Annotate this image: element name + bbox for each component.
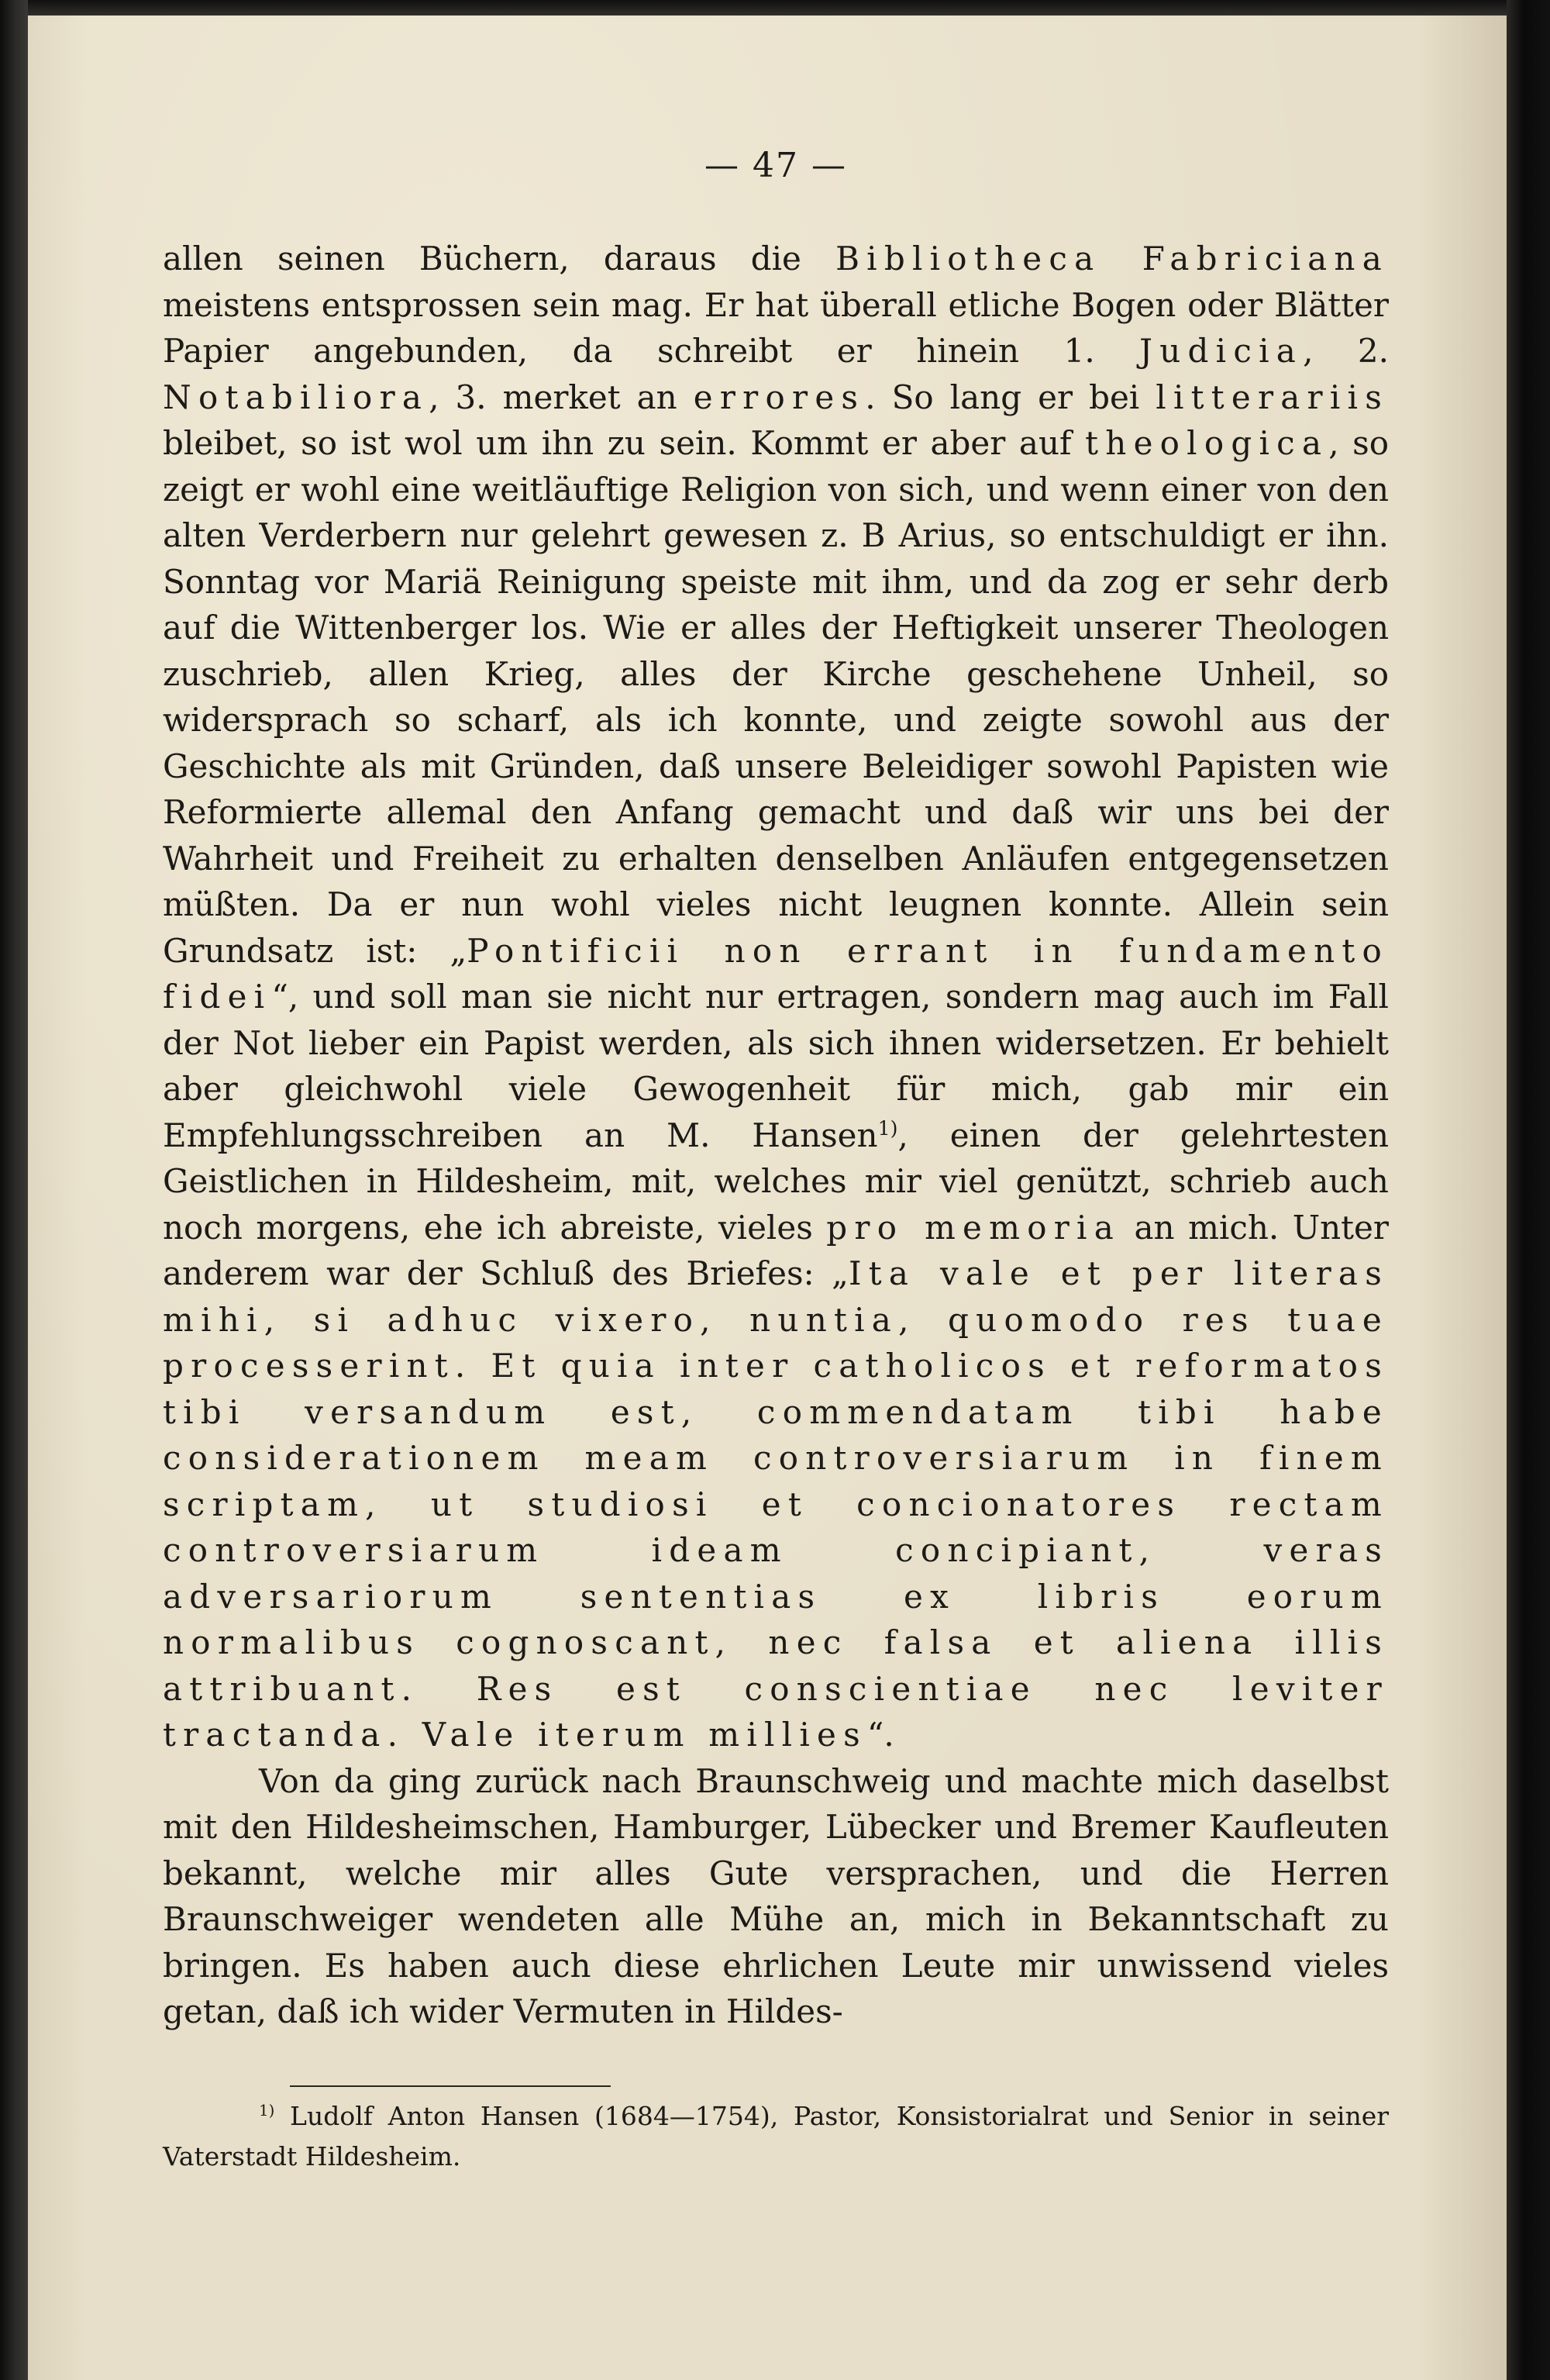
paragraph-2: Von da ging zurück nach Braunschweig und machte mich daselbst mit den Hildesheimschen, Hamburger, Lübecker und Bremer Kaufleuten bekannt, welche mir alles Gute versprachen, und die Herren Braunschweiger wendeten alle Mühe an, mich in Bekanntschaft zu bringen. Es haben auch diese ehrlichen Leute mir unwissend vieles getan, daß ich wider Vermuten in Hildes-	[163, 1761, 1389, 2030]
body-text	[163, 236, 1389, 2035]
footnote-marker: 1)	[259, 2102, 275, 2120]
spaced-latin: Notabiliora	[163, 378, 429, 416]
footnote-reference: 1)	[877, 1116, 898, 1140]
paragraph-1: allen seinen Büchern, daraus die Bibliotheca Fabriciana meistens entsprossen sein mag. Er hat überall etliche Bogen oder Blätter Papier angebunden, da schreibt er hinein 1. Judicia, 2. Notabiliora, 3. merket an errores. So lang er bei litterariis bleibet, so ist wol um ihn zu sein. Kommt er aber auf theologica, so zeigt er wohl eine weitläuftige Religion von sich, und wenn einer von den alten Verderbern nur gelehrt gewesen z. B Arius, so entschuldigt er ihn. Sonntag vor Mariä Reinigung speiste mit ihm, und da zog er sehr derb auf die Wittenberger los. Wie er alles der Heftigkeit unserer Theologen zuschrieb, allen Krieg, alles der Kirche geschehene Unheil, so widersprach so scharf, als ich konnte, und zeigte sowohl aus der Geschichte als mit Gründen, daß unsere Beleidiger sowohl Papisten wie Reformierte allemal den Anfang gemacht und daß wir uns bei der Wahrheit und Freiheit zu erhalten denselben Anläufen entgegensetzen müßten. Da er nun wohl vieles nicht leugnen konnte. Allein sein Grundsatz ist: „Pontificii non errant in fundamento fidei“, und soll man sie nicht nur ertragen, sondern mag auch im Fall der Not lieber ein Papist werden, als sich ihnen widersetzen. Er behielt aber gleichwohl viele Gewogenheit für mich, gab mir ein Empfehlungsschreiben an M. Hansen$^{1)}$, einen der gelehrtesten Geistlichen in Hildesheim, mit, welches mir viel genützt, schrieb auch noch morgens, ehe ich abreiste, vieles pro memoria an mich. Unter anderem war der Schluß des Briefes: „Ita vale et per literas mihi, si adhuc vixero, nuntia, quomodo res tuae processerint. Et quia inter catholicos et reformatos tibi versandum est, commendatam tibi habe considerationem meam controversiarum in finem scriptam, ut studiosi et concionatores rectam controversiarum ideam concipiant, veras adversariorum sententias ex libris eorum normalibus cognoscant, nec falsa et aliena illis attribuant. Res est conscientiae nec leviter tractanda. Vale iterum millies“.	[163, 240, 1390, 1754]
spaced-latin-quote: Ita vale et per literas mihi, si adhuc vixero, nuntia, quomodo res tuae processerint. Et quia inter catholicos et reformatos tibi versandum est, commendatam tibi habe considerationem meam controversiarum in finem scriptam, ut studiosi et concionatores rectam controversiarum ideam concipiant, veras adversariorum sententias ex libris eorum normalibus cognoscant, nec falsa et aliena illis attribuant. Res est conscientiae nec leviter tractanda. Vale iterum millies	[163, 1254, 1389, 1754]
spaced-latin: theologica	[1085, 424, 1329, 462]
spaced-latin: pro memoria	[826, 1208, 1121, 1247]
page-number: — 47 —	[704, 146, 847, 185]
book-spine-edge	[0, 0, 28, 2380]
spaced-latin: Bibliotheca Fabriciana	[835, 240, 1389, 278]
spaced-latin: errores	[693, 378, 866, 416]
footnote-text: Ludolf Anton Hansen (1684—1754), Pastor, Konsistorialrat und Senior in seiner Vaterstadt Hildesheim.	[163, 2101, 1389, 2171]
paper-page	[28, 16, 1507, 2380]
footnote-divider	[290, 2085, 611, 2087]
spaced-latin: Judicia	[1139, 332, 1304, 370]
spaced-latin: litterariis	[1156, 378, 1389, 416]
scan-border-right	[1507, 0, 1550, 2380]
footnote	[163, 2096, 1389, 2177]
spaced-latin: Pontificii non errant in fundamento fidei	[163, 931, 1390, 1016]
